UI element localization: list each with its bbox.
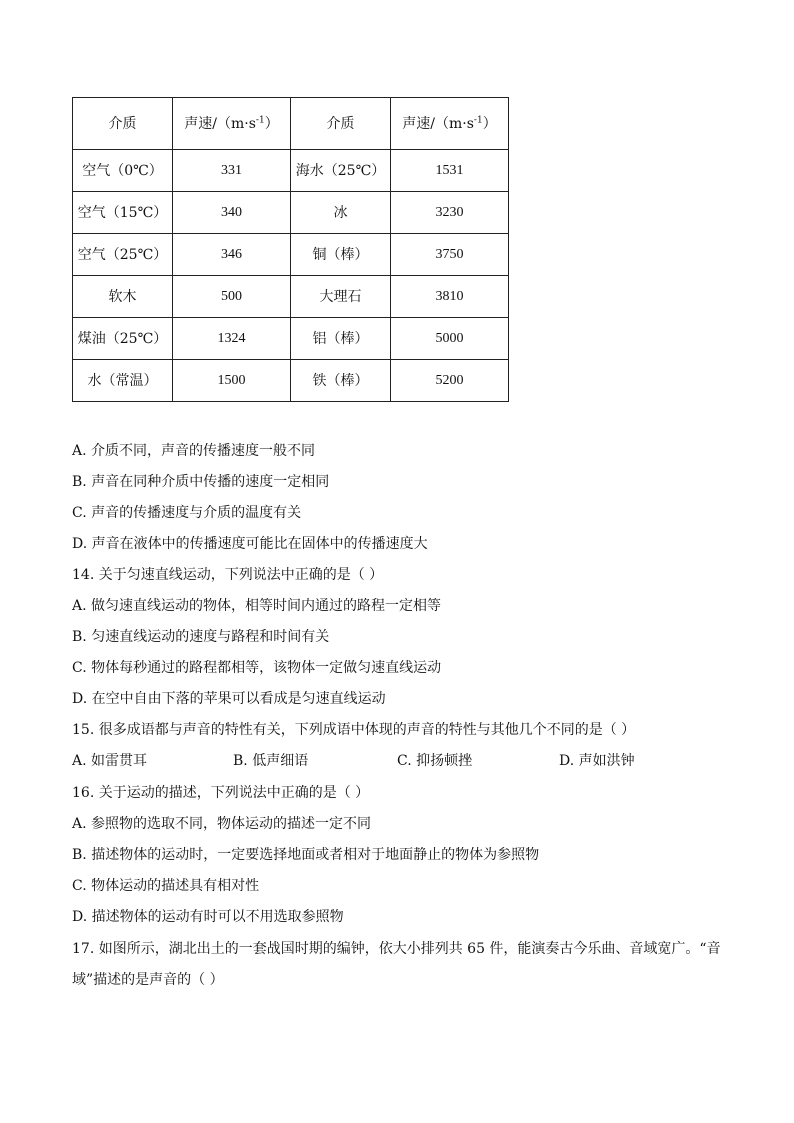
header-speed-1: 声速$/(m\cdot s^{-1})$ [173, 98, 291, 150]
table-cell-medium: 空气（15℃） [73, 192, 173, 234]
q15-option-d: D. 声如洪钟 [559, 753, 635, 769]
table-cell-speed: 500 [173, 276, 291, 318]
q16-option-b: B. 描述物体的运动时，一定要选择地面或者相对于地面静止的物体为参照物 [72, 847, 540, 863]
table-cell-medium: 铝（棒） [291, 318, 391, 360]
q14-option-b: B. 匀速直线运动的速度与路程和时间有关 [72, 629, 330, 645]
table-cell-medium: 冰 [291, 192, 391, 234]
q14-option-c: C. 物体每秒通过的路程都相等，该物体一定做匀速直线运动 [72, 660, 442, 676]
table-cell-medium: 软木 [73, 276, 173, 318]
q16-option-a: A. 参照物的选取不同，物体运动的描述一定不同 [72, 816, 372, 832]
table-cell-speed: 331 [173, 150, 291, 192]
q15-option-b: B. 低声细语 [233, 753, 309, 769]
table-row [73, 192, 509, 234]
sound-speed-table [72, 97, 509, 402]
q17-stem-line-2: 域”描述的是声音的（ ） [72, 972, 224, 988]
q15-option-a: A. 如雷贯耳 [72, 753, 148, 769]
q13-option-a: A. 介质不同，声音的传播速度一般不同 [72, 443, 316, 459]
table-cell-speed: 1324 [173, 318, 291, 360]
table-cell-speed: 1531 [391, 150, 509, 192]
q16-stem: 16. 关于运动的描述，下列说法中正确的是（ ） [72, 785, 370, 801]
header-speed-2: 声速$/(m\cdot s^{-1})$ [391, 98, 509, 150]
table-cell-medium: 空气（0℃） [73, 150, 173, 192]
table-row [73, 360, 509, 402]
table-row [73, 318, 509, 360]
table-cell-medium: 煤油（25℃） [73, 318, 173, 360]
table-row [73, 150, 509, 192]
header-medium-2: 介质 [291, 98, 391, 150]
q16-option-c: C. 物体运动的描述具有相对性 [72, 878, 260, 894]
table-cell-speed: 1500 [173, 360, 291, 402]
q14-option-a: A. 做匀速直线运动的物体，相等时间内通过的路程一定相等 [72, 598, 442, 614]
table-cell-medium: 空气（25℃） [73, 234, 173, 276]
table-cell-medium: 大理石 [291, 276, 391, 318]
table-cell-medium: 海水（25℃） [291, 150, 391, 192]
table-cell-medium: 铁（棒） [291, 360, 391, 402]
q14-option-d: D. 在空中自由下落的苹果可以看成是匀速直线运动 [72, 691, 386, 707]
q15-stem: 15. 很多成语都与声音的特性有关，下列成语中体现的声音的特性与其他几个不同的是（ ） [72, 722, 636, 738]
q13-option-b: B. 声音在同种介质中传播的速度一定相同 [72, 474, 330, 490]
table-cell-speed: 346 [173, 234, 291, 276]
table-cell-speed: 3750 [391, 234, 509, 276]
q13-option-c: C. 声音的传播速度与介质的温度有关 [72, 505, 302, 521]
table-cell-speed: 5000 [391, 318, 509, 360]
q16-option-d: D. 描述物体的运动有时可以不用选取参照物 [72, 909, 344, 925]
table-cell-medium: 水（常温） [73, 360, 173, 402]
table-cell-medium: 铜（棒） [291, 234, 391, 276]
q13-option-d: D. 声音在液体中的传播速度可能比在固体中的传播速度大 [72, 536, 428, 552]
header-medium-1: 介质 [73, 98, 173, 150]
table-cell-speed: 3230 [391, 192, 509, 234]
table-row [73, 234, 509, 276]
table-cell-speed: 5200 [391, 360, 509, 402]
q15-option-c: C. 抑扬顿挫 [397, 753, 473, 769]
table-cell-speed: 3810 [391, 276, 509, 318]
q14-stem: 14. 关于匀速直线运动，下列说法中正确的是（ ） [72, 567, 384, 583]
q15-options [72, 751, 712, 773]
q17-stem-line-1: 17. 如图所示，湖北出土的一套战国时期的编钟，依大小排列共 65 件，能演奏古今乐曲、音域宽广。“音 [72, 941, 721, 957]
table-row [73, 276, 509, 318]
table-cell-speed: 340 [173, 192, 291, 234]
table-header-row [73, 98, 509, 150]
